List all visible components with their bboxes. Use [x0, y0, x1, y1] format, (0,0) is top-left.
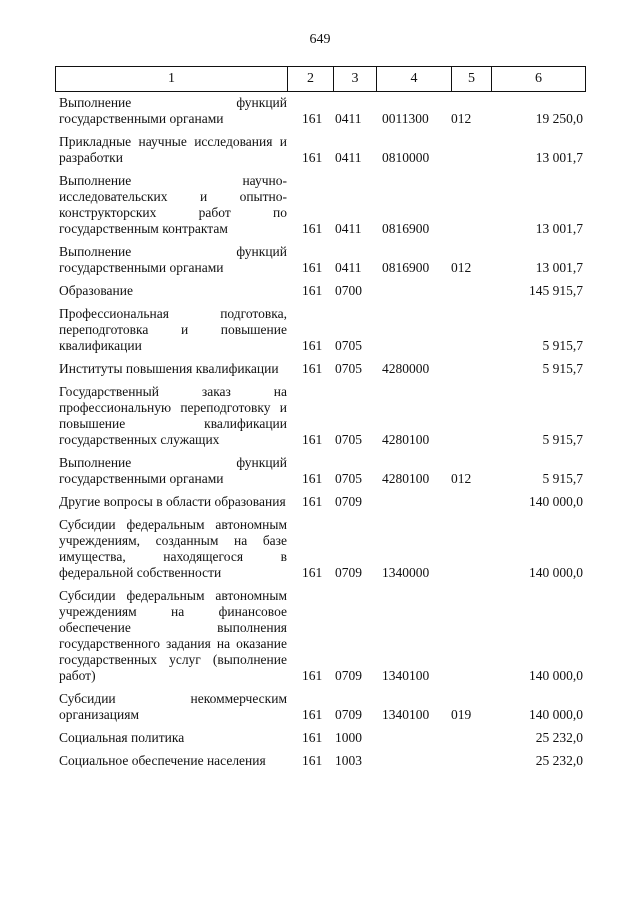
row-amount: 145 915,7	[529, 283, 583, 298]
row-target-code: 1340000	[382, 565, 430, 580]
row-ministry-code: 161	[302, 221, 323, 236]
row-ministry-code: 161	[302, 494, 323, 509]
row-amount: 19 250,0	[535, 111, 583, 126]
row-ministry-code: 161	[302, 150, 323, 165]
row-name: Выполнение научно-исследовательских и опытно-конструкторских работ по государственным контрактам	[59, 173, 287, 236]
column-header-5: 5	[452, 67, 492, 92]
row-section-code: 0411	[335, 221, 362, 236]
row-target-code: 0816900	[382, 221, 430, 236]
row-name: Субсидии федеральным автономным учреждениям, созданным на базе имущества, находящегося в федеральной собственности	[59, 517, 287, 580]
row-amount: 13 001,7	[535, 150, 583, 165]
table-row	[55, 384, 585, 448]
row-expense-type: 012	[451, 471, 472, 486]
row-ministry-code: 161	[302, 432, 323, 447]
row-name: Институты повышения квалификации	[59, 361, 279, 376]
row-section-code: 0411	[335, 111, 362, 126]
row-section-code: 0709	[335, 707, 362, 722]
row-name: Образование	[59, 283, 133, 298]
row-ministry-code: 161	[302, 471, 323, 486]
table-row	[55, 753, 585, 769]
row-target-code: 1340100	[382, 707, 430, 722]
table-row	[55, 730, 585, 746]
table-row	[55, 283, 585, 299]
row-amount: 5 915,7	[542, 361, 583, 376]
row-target-code: 0011300	[382, 111, 429, 126]
row-name: Прикладные научные исследования и разработки	[59, 134, 287, 165]
page-number: 649	[309, 32, 331, 47]
row-section-code: 0705	[335, 432, 362, 447]
row-ministry-code: 161	[302, 361, 323, 376]
column-header-3: 3	[334, 67, 377, 92]
row-name: Социальная политика	[59, 730, 185, 745]
row-amount: 5 915,7	[542, 471, 583, 486]
table-row	[55, 588, 585, 684]
row-name: Субсидии некоммерческим организациям	[59, 691, 287, 722]
row-target-code: 4280100	[382, 432, 430, 447]
row-ministry-code: 161	[302, 565, 323, 580]
row-name: Выполнение функций государственными органами	[59, 95, 287, 126]
column-header-1: 1	[56, 67, 288, 92]
column-header-row	[56, 67, 586, 92]
row-amount: 13 001,7	[535, 221, 583, 236]
row-name: Государственный заказ на профессиональную переподготовку и повышение квалификации государственных служащих	[59, 384, 287, 447]
table-row	[55, 173, 585, 237]
row-ministry-code: 161	[302, 753, 323, 768]
row-name: Профессиональная подготовка, переподготовка и повышение квалификации	[59, 306, 287, 353]
column-header-6: 6	[492, 67, 586, 92]
row-section-code: 0705	[335, 471, 362, 486]
row-amount: 5 915,7	[542, 432, 583, 447]
row-amount: 25 232,0	[535, 730, 583, 745]
row-name: Выполнение функций государственными органами	[59, 455, 287, 486]
column-header-4: 4	[377, 67, 452, 92]
row-section-code: 0705	[335, 338, 362, 353]
row-name: Другие вопросы в области образования	[59, 494, 286, 509]
row-amount: 140 000,0	[529, 494, 583, 509]
row-section-code: 0700	[335, 283, 362, 298]
row-target-code: 4280100	[382, 471, 430, 486]
row-ministry-code: 161	[302, 668, 323, 683]
row-amount: 25 232,0	[535, 753, 583, 768]
row-target-code: 4280000	[382, 361, 430, 376]
row-expense-type: 012	[451, 111, 472, 126]
column-header-2: 2	[288, 67, 334, 92]
row-section-code: 0709	[335, 565, 362, 580]
row-name: Социальное обеспечение населения	[59, 753, 266, 768]
row-ministry-code: 161	[302, 730, 323, 745]
row-expense-type: 012	[451, 260, 472, 275]
table-row	[55, 95, 585, 127]
table-row	[55, 517, 585, 581]
row-expense-type: 019	[451, 707, 472, 722]
row-section-code: 1003	[335, 753, 362, 768]
row-amount: 140 000,0	[529, 565, 583, 580]
row-section-code: 0709	[335, 494, 362, 509]
row-ministry-code: 161	[302, 111, 323, 126]
table-row	[55, 691, 585, 723]
table-row	[55, 306, 585, 354]
row-target-code: 0816900	[382, 260, 430, 275]
row-section-code: 0411	[335, 150, 362, 165]
row-ministry-code: 161	[302, 283, 323, 298]
row-ministry-code: 161	[302, 707, 323, 722]
table-row	[55, 494, 585, 510]
row-target-code: 0810000	[382, 150, 430, 165]
column-header-table	[55, 66, 586, 92]
row-amount: 13 001,7	[535, 260, 583, 275]
row-amount: 5 915,7	[542, 338, 583, 353]
row-section-code: 0709	[335, 668, 362, 683]
row-amount: 140 000,0	[529, 707, 583, 722]
row-ministry-code: 161	[302, 260, 323, 275]
table-row	[55, 361, 585, 377]
table-row	[55, 134, 585, 166]
row-section-code: 0705	[335, 361, 362, 376]
row-name: Субсидии федеральным автономным учреждениям на финансовое обеспечение выполнения государственного задания на оказание государственных услуг (выполнение работ)	[59, 588, 287, 683]
table-row	[55, 455, 585, 487]
row-target-code: 1340100	[382, 668, 430, 683]
table-row	[55, 244, 585, 276]
row-ministry-code: 161	[302, 338, 323, 353]
row-section-code: 1000	[335, 730, 362, 745]
budget-rows	[55, 95, 585, 776]
row-amount: 140 000,0	[529, 668, 583, 683]
row-section-code: 0411	[335, 260, 362, 275]
row-name: Выполнение функций государственными органами	[59, 244, 287, 275]
